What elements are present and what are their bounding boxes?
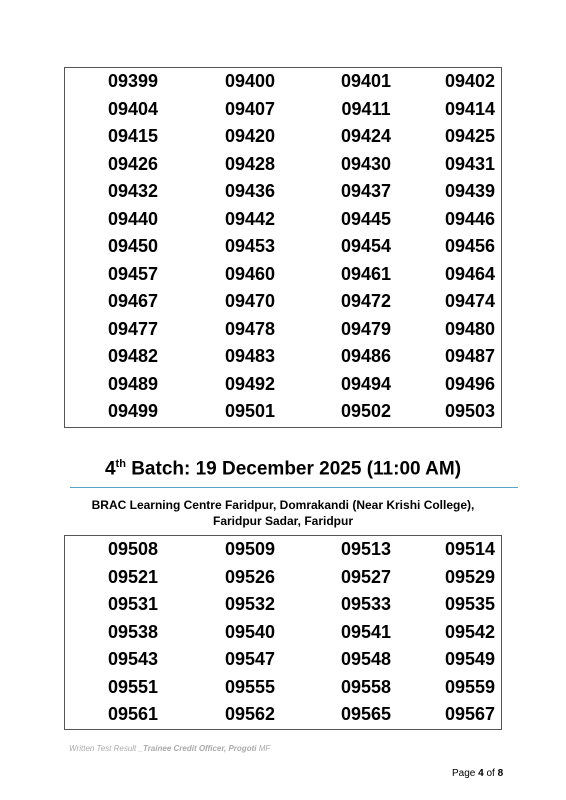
page-number bbox=[452, 768, 503, 779]
roll-number: 09561 bbox=[107, 704, 159, 724]
roll-number: 09432 bbox=[107, 181, 159, 201]
footer-prefix: Written Test Result _ bbox=[69, 744, 143, 753]
roll-number: 09496 bbox=[444, 373, 496, 394]
roll-number: 09479 bbox=[340, 318, 392, 339]
roll-number: 09450 bbox=[107, 236, 159, 256]
roll-number: 09565 bbox=[340, 704, 392, 724]
roll-number: 09541 bbox=[340, 621, 392, 642]
table-row bbox=[65, 591, 501, 618]
roll-number: 09486 bbox=[340, 346, 392, 366]
table-row bbox=[65, 233, 501, 260]
roll-number: 09439 bbox=[444, 181, 496, 201]
roll-number: 09456 bbox=[444, 236, 496, 256]
footer-suffix: MF bbox=[256, 744, 271, 753]
table-row bbox=[65, 536, 501, 563]
roll-number: 09559 bbox=[444, 676, 496, 697]
batch-heading bbox=[0, 458, 566, 480]
table-row bbox=[65, 261, 501, 288]
roll-number: 09428 bbox=[224, 153, 276, 174]
roll-number: 09460 bbox=[224, 263, 276, 284]
roll-number: 09489 bbox=[107, 373, 159, 394]
table-row bbox=[65, 398, 501, 425]
roll-number: 09431 bbox=[444, 153, 496, 174]
table-row bbox=[65, 701, 501, 728]
roll-number: 09514 bbox=[444, 539, 496, 559]
roll-number: 09401 bbox=[340, 71, 392, 91]
table-row bbox=[65, 288, 501, 315]
roll-number: 09548 bbox=[340, 649, 392, 669]
roll-number: 09424 bbox=[340, 126, 392, 146]
batch-number: 4 bbox=[104, 458, 116, 480]
roll-number: 09472 bbox=[340, 291, 392, 311]
page-label: Page bbox=[452, 768, 479, 779]
table-row bbox=[65, 178, 501, 205]
roll-number: 09555 bbox=[224, 676, 276, 697]
roll-number: 09533 bbox=[340, 594, 392, 614]
roll-number: 09503 bbox=[444, 401, 496, 421]
roll-number: 09474 bbox=[444, 291, 496, 311]
roll-number: 09494 bbox=[340, 373, 392, 394]
roll-number: 09415 bbox=[107, 126, 159, 146]
roll-number: 09558 bbox=[340, 676, 392, 697]
roll-number: 09492 bbox=[224, 373, 276, 394]
roll-number: 09477 bbox=[107, 318, 159, 339]
roll-number: 09436 bbox=[224, 181, 276, 201]
roll-number: 09501 bbox=[224, 401, 276, 421]
table-row bbox=[65, 96, 501, 123]
roll-number: 09567 bbox=[444, 704, 496, 724]
roll-number: 09543 bbox=[107, 649, 159, 669]
table-row bbox=[65, 206, 501, 233]
roll-number: 09404 bbox=[107, 98, 159, 119]
roll-number: 09547 bbox=[224, 649, 276, 669]
roll-table-batch-4 bbox=[64, 535, 502, 730]
table-row bbox=[65, 343, 501, 370]
roll-number: 09532 bbox=[224, 594, 276, 614]
roll-number: 09437 bbox=[340, 181, 392, 201]
roll-number: 09430 bbox=[340, 153, 392, 174]
roll-number: 09399 bbox=[107, 71, 159, 91]
roll-number: 09454 bbox=[340, 236, 392, 256]
roll-number: 09549 bbox=[444, 649, 496, 669]
roll-number: 09535 bbox=[444, 594, 496, 614]
roll-number: 09470 bbox=[224, 291, 276, 311]
roll-number: 09499 bbox=[107, 401, 159, 421]
roll-number: 09508 bbox=[107, 539, 159, 559]
table-row bbox=[65, 371, 501, 398]
roll-number: 09414 bbox=[444, 98, 496, 119]
table-row bbox=[65, 123, 501, 150]
table-row bbox=[65, 316, 501, 343]
roll-number: 09502 bbox=[340, 401, 392, 421]
roll-table-batch-3 bbox=[64, 67, 502, 428]
roll-number: 09521 bbox=[107, 566, 159, 587]
table-row bbox=[65, 674, 501, 701]
roll-number: 09407 bbox=[224, 98, 276, 119]
roll-number: 09425 bbox=[444, 126, 496, 146]
total-pages: 8 bbox=[497, 768, 504, 779]
roll-number: 09509 bbox=[224, 539, 276, 559]
batch-title-text: Batch: 19 December 2025 (11:00 AM) bbox=[125, 458, 462, 480]
roll-number: 09483 bbox=[224, 346, 276, 366]
roll-number: 09540 bbox=[224, 621, 276, 642]
table-row bbox=[65, 68, 501, 95]
roll-number: 09480 bbox=[444, 318, 496, 339]
roll-number: 09542 bbox=[444, 621, 496, 642]
current-page: 4 bbox=[478, 768, 484, 779]
roll-number: 09420 bbox=[224, 126, 276, 146]
footer-position: Trainee Credit Officer, Progoti bbox=[142, 744, 257, 753]
roll-number: 09482 bbox=[107, 346, 159, 366]
roll-number: 09440 bbox=[107, 208, 159, 229]
table-row bbox=[65, 646, 501, 673]
heading-divider bbox=[70, 487, 518, 488]
roll-number: 09513 bbox=[340, 539, 392, 559]
roll-number: 09442 bbox=[224, 208, 276, 229]
roll-number: 09402 bbox=[444, 71, 496, 91]
roll-number: 09478 bbox=[224, 318, 276, 339]
venue-address: BRAC Learning Centre Faridpur, Domrakandi (Near Krishi College), Faridpur Sadar, Faridpur bbox=[91, 498, 475, 528]
roll-number: 09487 bbox=[444, 346, 496, 366]
roll-number: 09453 bbox=[224, 236, 276, 256]
roll-number: 09457 bbox=[107, 263, 159, 284]
roll-number: 09562 bbox=[224, 704, 276, 724]
roll-number: 09461 bbox=[340, 263, 392, 284]
table-row bbox=[65, 619, 501, 646]
roll-number: 09446 bbox=[444, 208, 496, 229]
roll-number: 09538 bbox=[107, 621, 159, 642]
page-of: of bbox=[483, 768, 498, 779]
document-footer bbox=[69, 744, 270, 753]
batch-ordinal-suffix: th bbox=[115, 458, 126, 470]
roll-number: 09426 bbox=[107, 153, 159, 174]
roll-number: 09527 bbox=[340, 566, 392, 587]
roll-number: 09400 bbox=[224, 71, 276, 91]
roll-number: 09531 bbox=[107, 594, 159, 614]
roll-number: 09526 bbox=[224, 566, 276, 587]
roll-number: 09467 bbox=[107, 291, 159, 311]
roll-number: 09551 bbox=[107, 676, 159, 697]
roll-number: 09464 bbox=[444, 263, 496, 284]
table-row bbox=[65, 151, 501, 178]
roll-number: 09445 bbox=[340, 208, 392, 229]
roll-number: 09411 bbox=[341, 98, 391, 119]
roll-number: 09529 bbox=[444, 566, 496, 587]
table-row bbox=[65, 564, 501, 591]
